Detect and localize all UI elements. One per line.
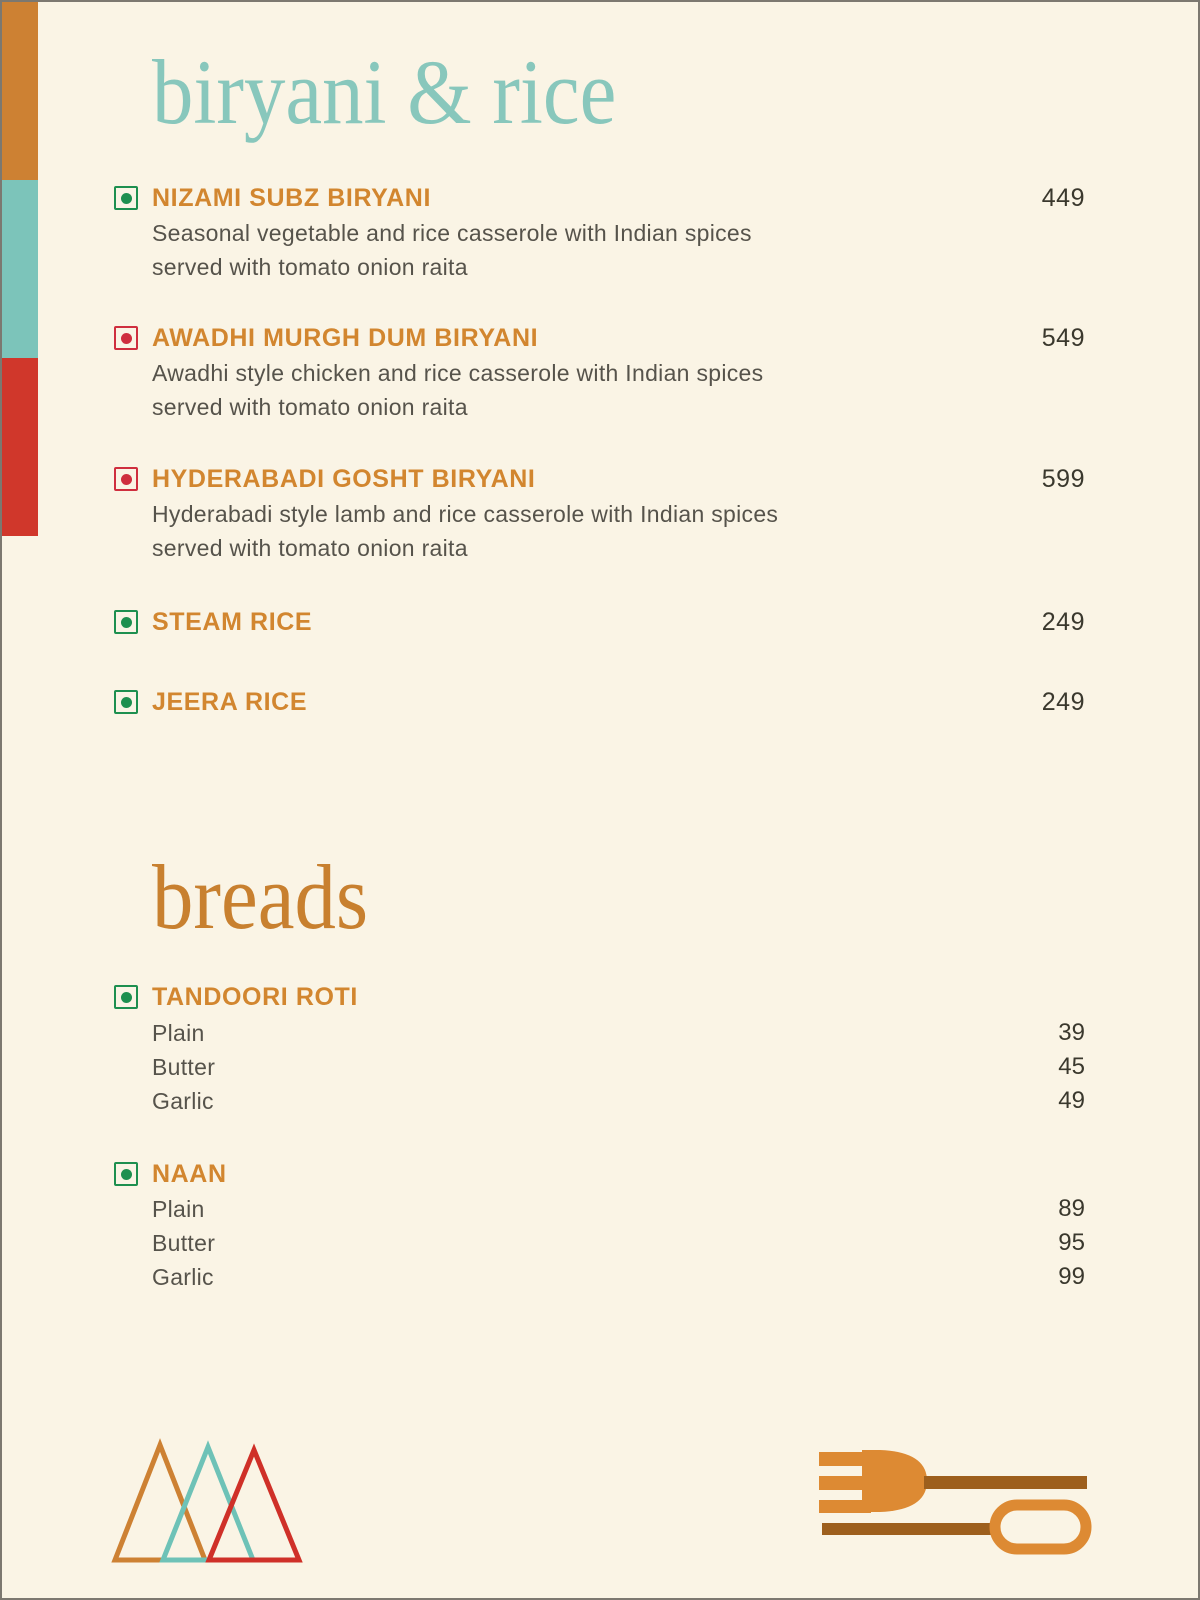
- variant-label: Plain: [152, 1195, 205, 1222]
- veg-dot-icon: [121, 193, 132, 204]
- veg-indicator-icon: [114, 985, 138, 1009]
- variant-label: Garlic: [152, 1087, 214, 1114]
- accent-segment-red: [2, 358, 38, 536]
- veg-dot-icon: [121, 1169, 132, 1180]
- item-description-line: served with tomato onion raita: [152, 394, 468, 420]
- section-heading-breads: breads: [152, 846, 369, 948]
- menu-item-hyderabadi-gosht-biryani: [114, 464, 1085, 494]
- fork-and-spoon-icon: [812, 1442, 1092, 1562]
- variant-label: Garlic: [152, 1263, 214, 1290]
- veg-indicator-icon: [114, 690, 138, 714]
- item-name: NIZAMI SUBZ BIRYANI: [152, 183, 432, 212]
- item-description-line: Hyderabadi style lamb and rice casserole with Indian spices: [152, 501, 779, 527]
- variant-row: [152, 1260, 1085, 1294]
- menu-item-nizami-subz-biryani: [114, 183, 1085, 213]
- item-price: 599: [1041, 464, 1085, 493]
- variant-price: 39: [1058, 1019, 1085, 1046]
- accent-segment-orange: [2, 2, 38, 180]
- veg-indicator-icon: [114, 1162, 138, 1186]
- variant-list: [152, 1192, 1085, 1294]
- variant-row: [152, 1084, 1085, 1118]
- veg-dot-icon: [121, 697, 132, 708]
- item-name: STEAM RICE: [152, 607, 313, 636]
- left-accent-bar: [2, 2, 38, 536]
- item-name: AWADHI MURGH DUM BIRYANI: [152, 323, 539, 352]
- item-description-line: Seasonal vegetable and rice casserole with Indian spices: [152, 220, 752, 246]
- variant-row: [152, 1192, 1085, 1226]
- item-name: TANDOORI ROTI: [152, 982, 358, 1011]
- three-overlapping-triangles-icon: [102, 1430, 312, 1570]
- menu-item-awadhi-murgh-dum-biryani: [114, 323, 1085, 353]
- item-price: 449: [1041, 183, 1085, 212]
- non-veg-dot-icon: [121, 333, 132, 344]
- item-description: [152, 216, 792, 284]
- veg-dot-icon: [121, 992, 132, 1003]
- variant-price: 45: [1058, 1053, 1085, 1080]
- veg-indicator-icon: [114, 610, 138, 634]
- accent-segment-teal: [2, 180, 38, 358]
- variant-list: [152, 1016, 1085, 1118]
- non-veg-indicator-icon: [114, 467, 138, 491]
- item-price: 249: [1041, 687, 1085, 716]
- menu-item-steam-rice: [114, 607, 1085, 637]
- variant-row: [152, 1050, 1085, 1084]
- non-veg-dot-icon: [121, 474, 132, 485]
- veg-dot-icon: [121, 617, 132, 628]
- non-veg-indicator-icon: [114, 326, 138, 350]
- item-description: [152, 356, 792, 424]
- variant-label: Butter: [152, 1053, 216, 1080]
- item-name: HYDERABADI GOSHT BIRYANI: [152, 464, 536, 493]
- item-description-line: served with tomato onion raita: [152, 254, 468, 280]
- variant-row: [152, 1016, 1085, 1050]
- variant-price: 95: [1058, 1229, 1085, 1256]
- variant-price: 49: [1058, 1087, 1085, 1114]
- item-description: [152, 497, 792, 565]
- item-price: 249: [1041, 607, 1085, 636]
- variant-price: 99: [1058, 1263, 1085, 1290]
- veg-indicator-icon: [114, 186, 138, 210]
- item-name: JEERA RICE: [152, 687, 308, 716]
- item-description-line: Awadhi style chicken and rice casserole with Indian spices: [152, 360, 764, 386]
- variant-label: Plain: [152, 1019, 205, 1046]
- menu-item-jeera-rice: [114, 687, 1085, 717]
- variant-row: [152, 1226, 1085, 1260]
- item-price: 549: [1041, 323, 1085, 352]
- section-heading-biryani-rice: biryani & rice: [152, 41, 617, 143]
- menu-item-naan: [114, 1159, 1085, 1189]
- item-name: NAAN: [152, 1159, 227, 1188]
- variant-price: 89: [1058, 1195, 1085, 1222]
- variant-label: Butter: [152, 1229, 216, 1256]
- item-description-line: served with tomato onion raita: [152, 535, 468, 561]
- menu-item-tandoori-roti: [114, 982, 1085, 1012]
